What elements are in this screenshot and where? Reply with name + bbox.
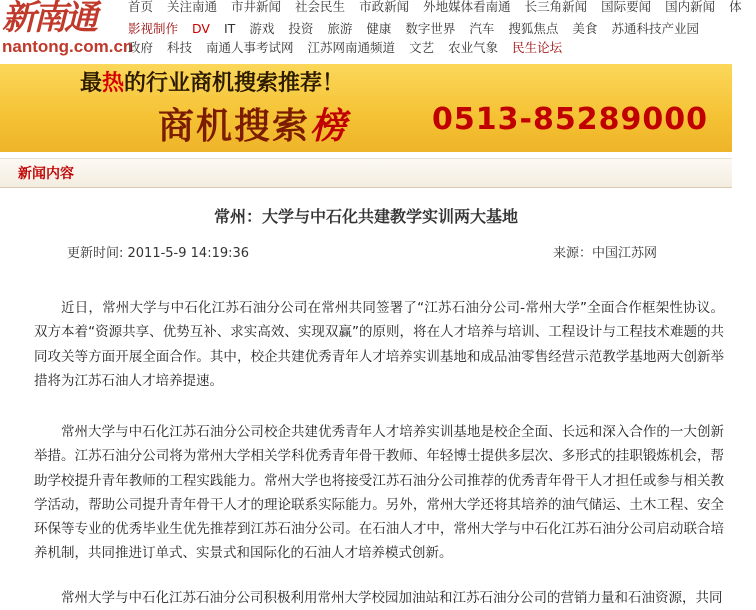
nav-link[interactable]: 数字世界 <box>405 21 456 36</box>
banner-headline <box>80 66 344 97</box>
nav-link[interactable]: 科技 <box>167 40 193 55</box>
nav-link[interactable]: 长三角新闻 <box>524 0 588 14</box>
top-header <box>0 0 742 62</box>
nav-link[interactable]: 政府 <box>128 40 154 55</box>
banner-title <box>158 98 348 149</box>
nav-link-home[interactable]: 首页 <box>128 0 154 14</box>
nav-link[interactable]: 搜狐焦点 <box>508 21 559 36</box>
nav-link[interactable]: 民生论坛 <box>512 40 563 55</box>
article-paragraph: 近日，常州大学与中石化江苏石油分公司在常州共同签署了“江苏石油分公司-常州大学”全面合作框架性协议。双方本着“资源共享、优势互补、求实高效、实现双赢”的原则，将在人才培养与培训、工程设计与工程技术难题的共同攻关等方面开展全面合作。其中，校企共建优秀青年人才培养实训基地和成品油零售经营示范教学基地两大创新举措将为江苏石油人才培养提速。 <box>34 300 724 389</box>
banner-phone: 0513-85289000 <box>432 102 708 137</box>
nav-row-1 <box>128 0 756 17</box>
banner-text: 最 <box>80 71 103 96</box>
article-source <box>553 242 657 261</box>
nav-row-3 <box>128 38 576 58</box>
banner-title-last: 榜 <box>310 105 349 147</box>
nav-row-2 <box>128 19 713 39</box>
nav-link[interactable]: 市井新闻 <box>231 0 282 14</box>
nav-link[interactable]: 农业气象 <box>448 40 499 55</box>
nav-link[interactable]: 汽车 <box>469 21 495 36</box>
source-name: 中国江苏网 <box>592 246 658 261</box>
ad-banner[interactable] <box>0 64 732 152</box>
banner-hot-text: 热 <box>102 71 125 96</box>
article-paragraph: 常州大学与中石化江苏石油分公司积极利用常州大学校园加油站和江苏石油分公司的营销力量和石油资源，共同 <box>61 590 723 606</box>
nav-link[interactable]: 体 <box>729 0 742 14</box>
nav-link[interactable]: DV <box>192 21 210 36</box>
nav-link[interactable]: 关注南通 <box>167 0 218 14</box>
nav-link[interactable]: 国际要闻 <box>601 0 652 14</box>
article-title: 常州：大学与中石化共建教学实训两大基地 <box>213 207 518 226</box>
nav-link[interactable]: 美食 <box>572 21 598 36</box>
nav-link[interactable]: 旅游 <box>327 21 353 36</box>
article-paragraph: 常州大学与中石化江苏石油分公司校企共建优秀青年人才培养实训基地是校企全面、长远和深入合作的一大创新举措。江苏石油分公司将为常州大学相关学科优秀青年骨干教师、年轻博士提供多层次、多形式的挂职锻炼机会，帮助学校提升青年教师的工程实践能力。常州大学也将接受江苏石油分公司推荐的优秀青年骨干人才担任或参与相关教学活动，帮助公司提升青年骨干人才的理论联系实际能力。另外，常州大学还将其培养的油气储运、土木工程、安全环保等专业的优秀毕业生优先推荐到江苏石油分公司。在石油人才中，常州大学与中石化江苏石油分公司启动联合培养机制，共同推进订单式、实景式和国际化的石油人才培养模式创新。 <box>34 424 724 562</box>
update-time: 2011-5-9 14:19:36 <box>127 246 250 261</box>
nav-link[interactable]: 文艺 <box>409 40 435 55</box>
source-label: 来源： <box>553 246 593 261</box>
article-update-time <box>67 242 249 261</box>
section-header <box>0 158 732 188</box>
nav-link[interactable]: 投资 <box>288 21 314 36</box>
nav-link[interactable]: 外地媒体看南通 <box>423 0 511 14</box>
update-label: 更新时间: <box>67 246 128 261</box>
logo-text-en: nantong.com.cn <box>2 37 134 56</box>
section-title: 新闻内容 <box>18 166 74 182</box>
nav-link[interactable]: 南通人事考试网 <box>206 40 294 55</box>
logo-text-cn: 新南通 <box>2 0 95 38</box>
nav-link[interactable]: 游戏 <box>249 21 275 36</box>
nav-link[interactable]: 社会民生 <box>295 0 346 14</box>
nav-link[interactable]: 影视制作 <box>128 21 179 36</box>
nav-link[interactable]: 市政新闻 <box>359 0 410 14</box>
nav-link[interactable]: 江苏网南通频道 <box>307 40 396 55</box>
nav-link[interactable]: IT <box>223 21 236 36</box>
site-logo[interactable] <box>0 0 134 62</box>
banner-title-text: 商机搜索 <box>158 105 311 147</box>
nav-link[interactable]: 苏通科技产业园 <box>611 21 699 36</box>
nav-link[interactable]: 国内新闻 <box>665 0 716 14</box>
banner-text: 的行业商机搜索推荐！ <box>124 71 345 96</box>
nav-link[interactable]: 健康 <box>366 21 392 36</box>
